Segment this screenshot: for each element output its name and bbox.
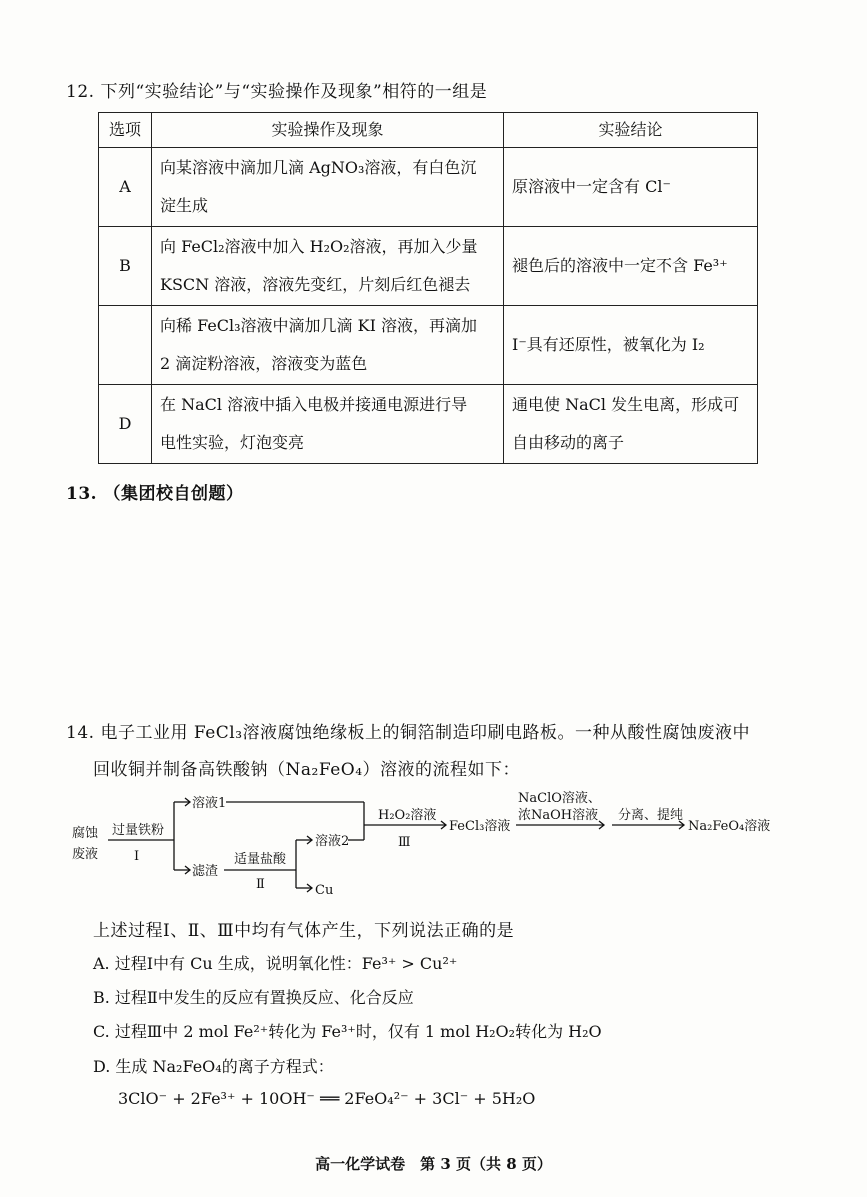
operation-line: 在 NaCl 溶液中插入电极并接通电源进行导	[160, 395, 468, 414]
flow-step4-reagent2: 浓NaOH溶液	[518, 808, 599, 823]
flow-solution1: 溶液1	[192, 796, 227, 811]
flow-step2-num: Ⅱ	[256, 877, 265, 892]
operation-line: KSCN 溶液，溶液先变红，片刻后红色褪去	[160, 275, 471, 294]
q14-number: 14.	[66, 723, 95, 743]
q12-stem: 下列“实验结论”与“实验操作及现象”相符的一组是	[100, 82, 488, 102]
row-option: D	[99, 385, 152, 464]
flow-residue: 滤渣	[192, 864, 219, 879]
q13-line	[66, 479, 244, 504]
table-row	[99, 306, 758, 385]
header-option: 选项	[99, 113, 152, 148]
q12-number: 12.	[66, 82, 95, 102]
experiment-table	[98, 112, 758, 464]
row-conclusion: 原溶液中一定含有 Cl⁻	[504, 148, 758, 227]
q13-text: （集团校自创题）	[103, 484, 244, 504]
q14-stem1: 电子工业用 FeCl₃溶液腐蚀绝缘板上的铜箔制造印刷电路板。一种从酸性腐蚀废液中	[100, 723, 751, 743]
table-row	[99, 227, 758, 306]
conclusion-line: 通电使 NaCl 发生电离，形成可	[512, 395, 740, 414]
flow-step1-reagent: 过量铁粉	[112, 823, 165, 838]
flow-start-1: 腐蚀	[72, 826, 99, 841]
q13-number: 13.	[66, 484, 98, 504]
operation-line: 向某溶液中滴加几滴 AgNO₃溶液，有白色沉	[160, 158, 477, 177]
flow-step3-num: Ⅲ	[398, 835, 411, 850]
row-conclusion	[504, 385, 758, 464]
operation-line: 向稀 FeCl₃溶液中滴加几滴 KI 溶液，再滴加	[160, 316, 478, 335]
flow-step2-reagent: 适量盐酸	[234, 852, 287, 867]
operation-line: 2 滴淀粉溶液，溶液变为蓝色	[160, 354, 368, 373]
q14-option-c: C. 过程Ⅲ中 2 mol Fe²⁺转化为 Fe³⁺时，仅有 1 mol H₂O₂转化为 H₂O	[93, 1022, 602, 1041]
row-operation	[152, 148, 504, 227]
header-operation: 实验操作及现象	[152, 113, 504, 148]
table-header-row	[99, 113, 758, 148]
row-operation	[152, 306, 504, 385]
row-conclusion: 褪色后的溶液中一定不含 Fe³⁺	[504, 227, 758, 306]
header-conclusion: 实验结论	[504, 113, 758, 148]
process-flow-diagram	[66, 788, 786, 903]
table-row	[99, 148, 758, 227]
row-option	[99, 306, 152, 385]
q14-option-d: D. 生成 Na₂FeO₄的离子方程式：	[93, 1057, 334, 1076]
operation-line: 向 FeCl₂溶液中加入 H₂O₂溶液，再加入少量	[160, 237, 478, 256]
flow-step5: 分离、提纯	[618, 808, 684, 823]
flow-start-2: 废液	[72, 847, 99, 862]
q14-option-d-equation: 3ClO⁻ + 2Fe³⁺ + 10OH⁻ ══ 2FeO₄²⁻ + 3Cl⁻ + 5H₂O	[118, 1089, 536, 1108]
flow-step1-num: Ⅰ	[134, 849, 140, 864]
q14-option-b: B. 过程Ⅱ中发生的反应有置换反应、化合反应	[93, 988, 414, 1007]
q12-line	[66, 77, 487, 102]
flow-solution2: 溶液2	[315, 834, 350, 849]
row-operation	[152, 385, 504, 464]
row-option: B	[99, 227, 152, 306]
q14-stem2: 回收铜并制备高铁酸钠（Na₂FeO₄）溶液的流程如下：	[93, 760, 521, 780]
flow-product: Na₂FeO₄溶液	[688, 819, 771, 834]
flow-fecl3: FeCl₃溶液	[449, 819, 511, 834]
flow-step4-reagent1: NaClO溶液、	[518, 791, 601, 806]
row-conclusion: I⁻具有还原性，被氧化为 I₂	[504, 306, 758, 385]
row-option: A	[99, 148, 152, 227]
q14-question: 上述过程Ⅰ、Ⅱ、Ⅲ中均有气体产生，下列说法正确的是	[93, 921, 515, 941]
row-operation	[152, 227, 504, 306]
table-row	[99, 385, 758, 464]
q14-line1	[66, 718, 750, 743]
operation-line: 淀生成	[160, 196, 209, 215]
conclusion-line: 自由移动的离子	[512, 433, 625, 452]
page-footer: 高一化学试卷 第 3 页（共 8 页）	[315, 1155, 552, 1173]
operation-line: 电性实验，灯泡变亮	[160, 433, 305, 452]
q14-option-a: A. 过程Ⅰ中有 Cu 生成，说明氧化性：Fe³⁺ > Cu²⁺	[93, 954, 458, 973]
flow-step3-reagent: H₂O₂溶液	[378, 808, 437, 823]
flow-cu: Cu	[315, 883, 334, 898]
